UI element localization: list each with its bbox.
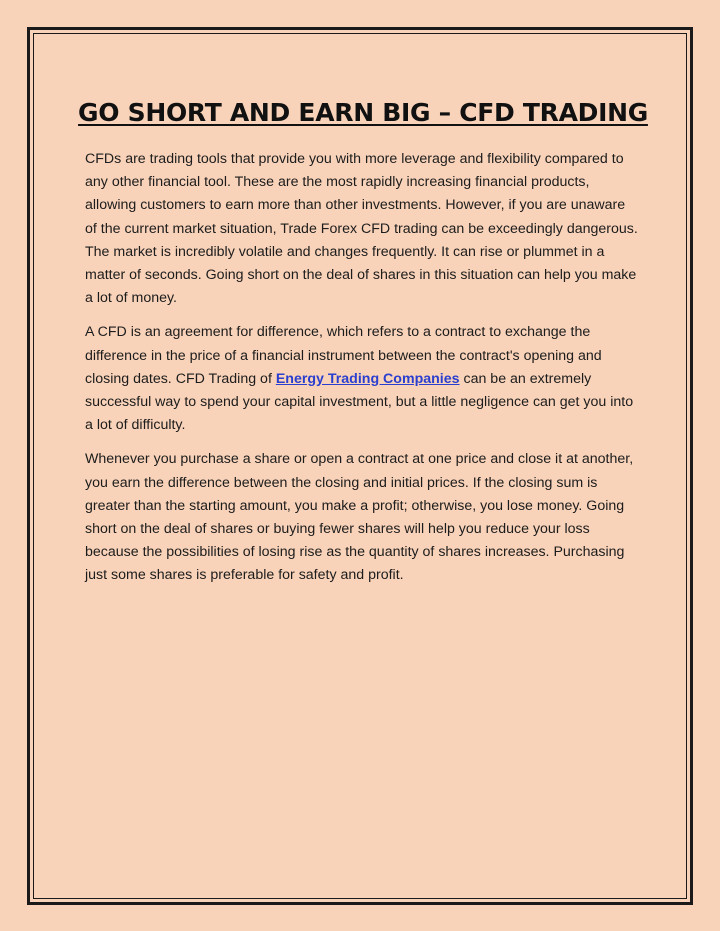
paragraph-1 [85, 148, 640, 310]
energy-trading-companies-link[interactable]: Energy Trading Companies [275, 370, 460, 387]
paragraph-3 [85, 448, 640, 587]
document-title: GO SHORT AND EARN BIG – CFD TRADING [78, 98, 648, 127]
document-content [78, 88, 648, 599]
paragraph-2 [85, 321, 640, 437]
paragraph-3-text: Whenever you purchase a share or open a contract at one price and close it at another, you earn the difference between the closing and initial prices. If the closing sum is greater than the starting amount, you make a profit; otherwise, you lose money. Going short on the deal of shares or buying fewer shares will help you reduce your loss because the possibilities of losing rise as the quantity of shares increases. Purchasing just some shares is preferable for safety and profit. [85, 451, 634, 584]
paragraph-2-text-after: can be an extremely successful way to spend your capital investment, but a little negligence can get you into a lot of difficulty. [85, 370, 634, 434]
paragraph-1-text: CFDs are trading tools that provide you with more leverage and flexibility compared to any other financial tool. These are the most rapidly increasing financial products, allowing customers to earn more than other investments. However, if you are unaware of the current market situation, Trade Forex CFD trading can be exceedingly dangerous. The market is incredibly volatile and changes frequently. It can rise or plummet in a matter of seconds. Going short on the deal of shares in this situation can help you make a lot of money. [85, 151, 638, 307]
paragraph-2-text-before: A CFD is an agreement for difference, which refers to a contract to exchange the difference in the price of a financial instrument between the contract's opening and closing dates. CFD Trading of [85, 324, 602, 387]
